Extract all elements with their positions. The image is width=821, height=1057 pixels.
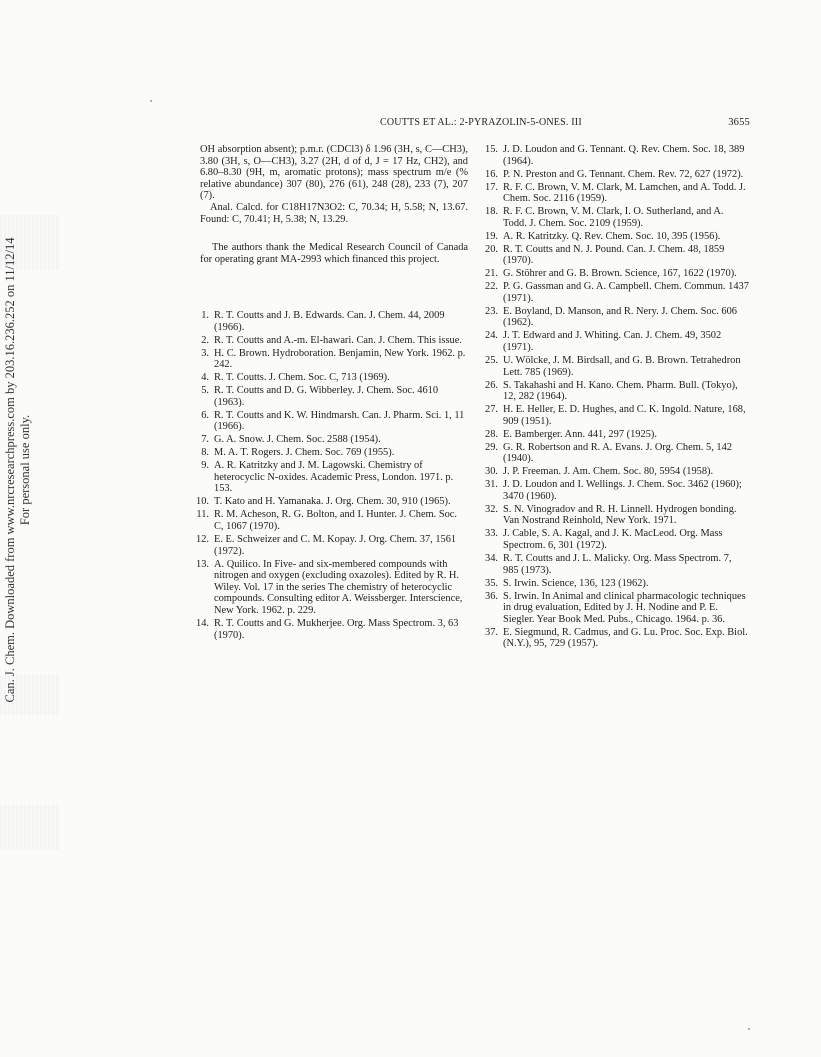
reference-text: J. Cable, S. A. Kagal, and J. K. MacLeod. Org. Mass Spectrom. 6, 301 (1972). (503, 528, 723, 552)
reference-number: 33. (485, 528, 498, 540)
reference-item (479, 578, 749, 590)
reference-item (190, 447, 468, 459)
references-left-column (190, 310, 468, 643)
reference-item (479, 355, 749, 378)
reference-number: 24. (485, 330, 498, 342)
reference-item (479, 591, 749, 626)
spectral-data-paragraph: OH absorption absent); p.m.r. (CDCl3) δ 1.96 (3H, s, C—CH3), 3.80 (3H, s, O—CH3), 3.27 (2H, d of d, J = 17 Hz, CH2), and 6.80–8.30 (9H, m, aromatic protons); mass spectrum m/e (% relative abundance) 307 (80), 276 (61), 248 (28), 233 (7), 207 (7). (200, 144, 468, 202)
reference-item (479, 429, 749, 441)
reference-number: 1. (201, 310, 209, 321)
reference-item (479, 330, 749, 353)
reference-text: R. T. Coutts and K. W. Hindmarsh. Can. J. Pharm. Sci. 1, 11 (1966). (214, 409, 465, 433)
reference-number: 36. (485, 590, 498, 602)
reference-item (190, 509, 468, 532)
reference-number: 13. (196, 558, 209, 570)
reference-number: 16. (485, 168, 498, 180)
reference-text: J. T. Edward and J. Whiting. Can. J. Chem. 49, 3502 (1971). (503, 330, 722, 354)
reference-item (479, 553, 749, 576)
reference-number: 14. (196, 617, 209, 629)
reference-item (190, 372, 468, 384)
reference-number: 3. (201, 347, 209, 359)
reference-number: 35. (485, 577, 498, 589)
reference-number: 4. (201, 372, 209, 384)
reference-item (479, 479, 749, 502)
reference-number: 7. (201, 434, 209, 446)
reference-number: 30. (485, 466, 498, 478)
reference-text: G. Stöhrer and G. B. Brown. Science, 167, 1622 (1970). (503, 268, 737, 280)
reference-number: 21. (485, 268, 498, 280)
acknowledgement: The authors thank the Medical Research Council of Canada for operating grant MA-2993 which financed this project. (200, 242, 468, 265)
reference-number: 22. (485, 281, 498, 293)
references-right-column (479, 144, 749, 651)
reference-item (190, 460, 468, 495)
reference-item (479, 206, 749, 229)
reference-number: 28. (485, 428, 498, 440)
watermark-line-1: Can. J. Chem. Downloaded from www.nrcresearchpress.com by 203.16.236.252 on 11/12/14 (3, 237, 17, 703)
reference-item (479, 466, 749, 478)
reference-item (190, 385, 468, 408)
reference-item (479, 404, 749, 427)
reference-item (479, 306, 749, 329)
reference-item (190, 310, 468, 333)
reference-text: S. N. Vinogradov and R. H. Linnell. Hydrogen bonding. Van Nostrand Reinhold, New York. 1971. (503, 503, 737, 527)
reference-number: 27. (485, 404, 498, 416)
reference-item (479, 268, 749, 280)
reference-text: P. G. Gassman and G. A. Campbell. Chem. Commun. 1437 (1971). (503, 281, 749, 304)
elemental-analysis: Anal. Calcd. for C18H17N3O2: C, 70.34; H, 5.58; N, 13.67. Found: C, 70.41; H, 5.38; N, 13.29. (200, 201, 468, 225)
reference-text: R. T. Coutts and A.-m. El-hawari. Can. J. Chem. This issue. (214, 334, 462, 346)
reference-text: E. E. Schweizer and C. M. Kopay. J. Org. Chem. 37, 1561 (1972). (214, 533, 457, 557)
page-number: 3655 (728, 117, 750, 128)
reference-text: R. T. Coutts and D. G. Wibberley. J. Chem. Soc. 4610 (1963). (214, 385, 439, 408)
reference-text: R. T. Coutts and J. B. Edwards. Can. J. Chem. 44, 2009 (1966). (214, 310, 445, 333)
reference-text: J. D. Loudon and G. Tennant. Q. Rev. Chem. Soc. 18, 389 (1964). (503, 144, 745, 167)
reference-number: 29. (485, 441, 498, 453)
reference-item (190, 618, 468, 641)
reference-item (479, 144, 749, 167)
reference-text: E. Siegmund, R. Cadmus, and G. Lu. Proc. Soc. Exp. Biol. (N.Y.), 95, 729 (1957). (503, 626, 748, 650)
reference-item (190, 410, 468, 433)
reference-text: G. R. Robertson and R. A. Evans. J. Org. Chem. 5, 142 (1940). (503, 441, 732, 465)
reference-number: 34. (485, 553, 498, 565)
reference-item (190, 496, 468, 508)
reference-item (479, 231, 749, 243)
scan-speck (748, 1028, 750, 1030)
reference-text: R. T. Coutts and N. J. Pound. Can. J. Chem. 48, 1859 (1970). (503, 243, 725, 267)
reference-text: E. Boyland, D. Manson, and R. Nery. J. Chem. Soc. 606 (1962). (503, 305, 737, 329)
scan-speck (150, 100, 152, 102)
reference-item (479, 442, 749, 465)
left-column-text (200, 144, 468, 265)
reference-text: S. Takahashi and H. Kano. Chem. Pharm. Bull. (Tokyo), 12, 282 (1964). (503, 379, 738, 403)
reference-item (190, 534, 468, 557)
reference-text: J. P. Freeman. J. Am. Chem. Soc. 80, 5954 (1958). (503, 466, 714, 478)
reference-item (479, 182, 749, 205)
reference-number: 2. (201, 334, 209, 346)
reference-item (479, 380, 749, 403)
watermark-line-2: For personal use only. (18, 414, 32, 526)
reference-number: 25. (485, 355, 498, 366)
reference-text: G. A. Snow. J. Chem. Soc. 2588 (1954). (214, 434, 381, 446)
reference-text: R. T. Coutts and G. Mukherjee. Org. Mass Spectrom. 3, 63 (1970). (214, 617, 459, 641)
reference-item (190, 335, 468, 347)
reference-text: A. R. Katritzky and J. M. Lagowski. Chemistry of heterocyclic N-oxides. Academic Press, London. 1971. p. 153. (214, 460, 454, 495)
reference-text: E. Bamberger. Ann. 441, 297 (1925). (503, 428, 657, 440)
reference-number: 20. (485, 243, 498, 255)
reference-item (479, 281, 749, 304)
reference-number: 15. (485, 144, 498, 155)
reference-text: H. C. Brown. Hydroboration. Benjamin, New York. 1962. p. 242. (214, 347, 466, 371)
reference-text: A. Quilico. In Five- and six-membered compounds with nitrogen and oxygen (excluding oxazoles). Edited by R. H. Wiley. Vol. 17 in the series The chemistry of heterocyclic compounds. Consulting editor A. Weissberger. Interscience, New York. 1962. p. 229. (214, 558, 463, 616)
reference-number: 32. (485, 503, 498, 515)
reference-number: 12. (196, 533, 209, 545)
running-header (190, 117, 750, 133)
reference-number: 11. (196, 509, 209, 521)
reference-number: 23. (485, 305, 498, 317)
reference-item (190, 348, 468, 371)
reference-number: 17. (485, 181, 498, 193)
reference-text: R. T. Coutts and J. L. Malicky. Org. Mass Spectrom. 7, 985 (1973). (503, 553, 732, 576)
reference-text: R. M. Acheson, R. G. Bolton, and I. Hunter. J. Chem. Soc. C, 1067 (1970). (214, 509, 458, 532)
reference-text: R. F. C. Brown, V. M. Clark, I. O. Sutherland, and A. Todd. J. Chem. Soc. 2109 (1959). (503, 206, 724, 229)
reference-text: P. N. Preston and G. Tennant. Chem. Rev. 72, 627 (1972). (503, 168, 744, 180)
reference-number: 31. (485, 479, 498, 491)
reference-text: R. T. Coutts. J. Chem. Soc. C, 713 (1969). (214, 372, 390, 384)
reference-number: 37. (485, 626, 498, 638)
reference-item (479, 528, 749, 551)
reference-text: S. Irwin. Science, 136, 123 (1962). (503, 577, 649, 589)
reference-item (190, 559, 468, 617)
reference-item (479, 504, 749, 527)
reference-text: T. Kato and H. Yamanaka. J. Org. Chem. 30, 910 (1965). (214, 496, 451, 508)
download-watermark (3, 238, 33, 703)
reference-number: 8. (201, 447, 209, 459)
reference-item (479, 627, 749, 650)
reference-text: J. D. Loudon and I. Wellings. J. Chem. Soc. 3462 (1960); 3470 (1960). (503, 479, 742, 502)
reference-number: 26. (485, 379, 498, 391)
reference-text: R. F. C. Brown, V. M. Clark, M. Lamchen, and A. Todd. J. Chem. Soc. 2116 (1959). (503, 181, 746, 205)
reference-text: A. R. Katritzky. Q. Rev. Chem. Soc. 10, 395 (1956). (503, 230, 721, 242)
reference-number: 5. (201, 385, 209, 397)
running-title: COUTTS ET AL.: 2-PYRAZOLIN-5-ONES. III (380, 117, 582, 128)
reference-item (190, 434, 468, 446)
reference-item (479, 244, 749, 267)
reference-text: U. Wölcke, J. M. Birdsall, and G. B. Brown. Tetrahedron Lett. 785 (1969). (503, 355, 741, 378)
scan-artifact-strip-bottom (0, 805, 60, 850)
reference-number: 9. (201, 460, 209, 472)
reference-text: M. A. T. Rogers. J. Chem. Soc. 769 (1955). (214, 447, 395, 459)
reference-number: 10. (196, 496, 209, 508)
reference-number: 19. (485, 230, 498, 242)
reference-text: S. Irwin. In Animal and clinical pharmacologic techniques in drug evaluation, Edited by J. H. Nodine and P. E. Siegler. Year Book Med. Pubs., Chicago. 1964. p. 36. (503, 590, 746, 625)
reference-number: 6. (201, 409, 209, 421)
reference-number: 18. (485, 206, 498, 218)
reference-item (479, 169, 749, 181)
reference-text: H. E. Heller, E. D. Hughes, and C. K. Ingold. Nature, 168, 909 (1951). (503, 404, 746, 427)
